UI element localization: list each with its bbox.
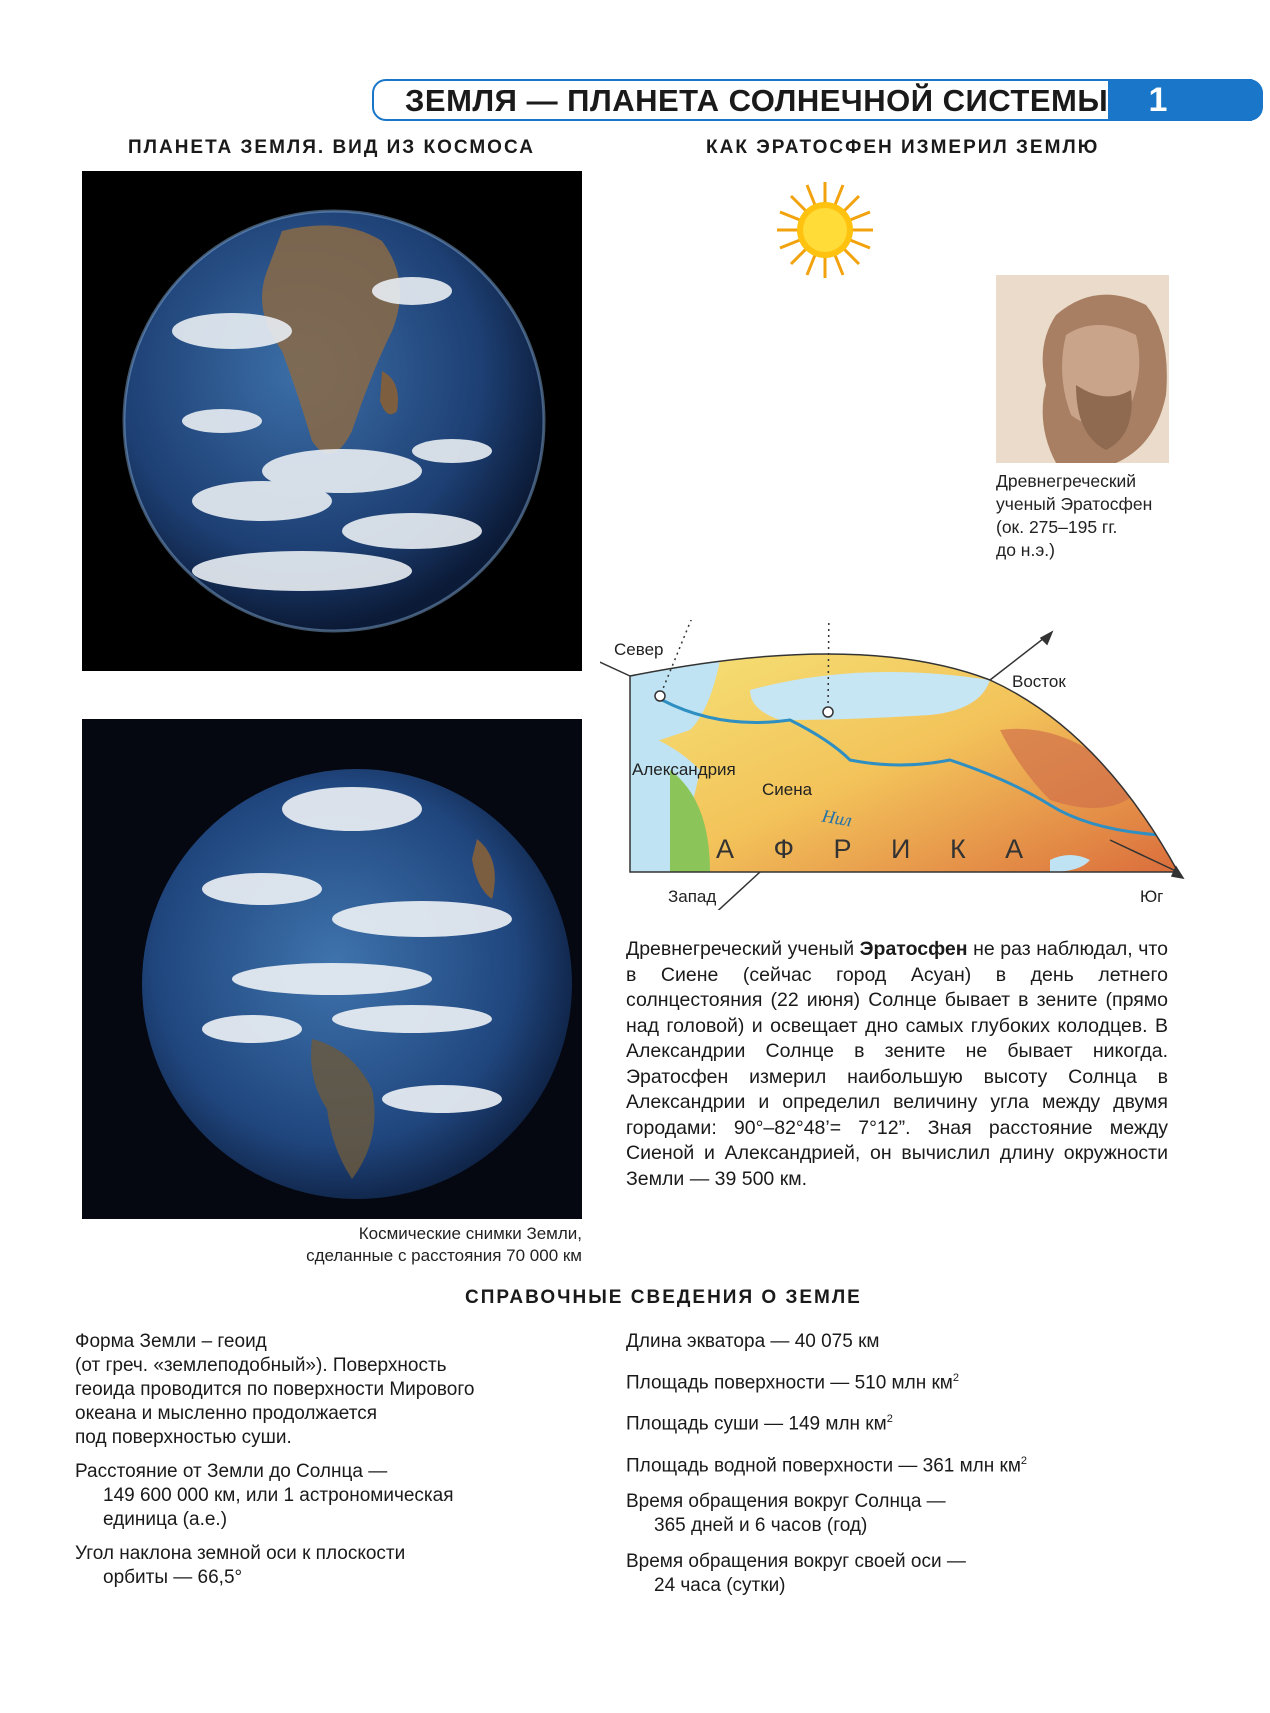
geoid-line3: геоида проводится по поверхности Мирового xyxy=(75,1379,475,1400)
earth-from-space-heading: ПЛАНЕТА ЗЕМЛЯ. ВИД ИЗ КОСМОСА xyxy=(128,137,535,158)
distance-line1: Расстояние от Земли до Солнца — xyxy=(75,1461,388,1482)
surface-area-sup: 2 xyxy=(952,1372,959,1384)
water-area-sup: 2 xyxy=(1020,1454,1028,1467)
earth-photo-africa xyxy=(82,171,582,671)
reference-right-column xyxy=(626,1330,1186,1598)
paragraph-name-bold: Эратосфен xyxy=(859,938,968,960)
land-area-sup: 2 xyxy=(886,1413,893,1426)
portrait-caption-line1: Древнегреческий xyxy=(996,471,1137,491)
page-title: ЗЕМЛЯ — ПЛАНЕТА СОЛНЕЧНОЙ СИСТЕМЫ xyxy=(405,83,1109,118)
map-label-nile: Нил xyxy=(820,805,854,831)
geoid-line4: океана и мысленно продолжается xyxy=(75,1403,377,1424)
geoid-line2: (от греч. «землеподобный»). Поверхность xyxy=(75,1355,447,1376)
portrait-caption-line2: ученый Эратосфен xyxy=(996,494,1153,514)
paragraph-rest: не раз наблюдал, что в Сиене (сейчас город Асуан) в день летнего солнцестояния (22 июня) Солнце бывает в зените (прямо над головой) и освещает дно самых глубоких колодцев. В Александрии Солнце в зените не бывает никогда. Эратосфен измерил наибольшую высоту Солнца в Александрии и определил величину угла между двумя городами: 90°–82°48’= 7°12”. Зная расстояние между Сиеной и Александрией, он вычислил длину окружности Земли — 39 500 км. xyxy=(626,938,1168,1190)
sun-icon xyxy=(775,180,875,280)
surface-area-text: Площадь поверхности — 510 млн км xyxy=(626,1372,953,1394)
land-area xyxy=(626,1407,1186,1436)
map-label-syene: Сиена xyxy=(762,780,813,799)
reference-heading: СПРАВОЧНЫЕ СВЕДЕНИЯ О ЗЕМЛЕ xyxy=(465,1287,862,1308)
paragraph-intro: Древнегреческий ученый xyxy=(626,938,860,960)
eratosthenes-heading: КАК ЭРАТОСФЕН ИЗМЕРИЛ ЗЕМЛЮ xyxy=(706,137,1100,158)
page-number: 1 xyxy=(1148,81,1168,119)
orbit-line1: Время обращения вокруг Солнца — xyxy=(626,1490,946,1512)
rotation-line2: 24 часа (сутки) xyxy=(654,1574,786,1596)
water-area-text: Площадь водной поверхности — 361 млн км xyxy=(626,1454,1021,1476)
equator-length: Длина экватора — 40 075 км xyxy=(626,1331,880,1352)
reference-left-column xyxy=(75,1330,595,1590)
portrait-caption xyxy=(996,470,1152,562)
photos-caption xyxy=(180,1223,582,1267)
eratosthenes-paragraph xyxy=(626,937,1168,1192)
portrait-caption-line3: (ок. 275–195 гг. xyxy=(996,517,1118,537)
map-label-south: Юг xyxy=(1140,887,1164,906)
distance-line2: 149 600 000 км, или 1 астрономическая xyxy=(103,1485,454,1506)
rotation-line1: Время обращения вокруг своей оси — xyxy=(626,1550,966,1572)
photos-caption-line1: Космические снимки Земли, xyxy=(358,1224,582,1243)
map-label-north: Север xyxy=(614,640,664,659)
portrait-caption-line4: до н.э.) xyxy=(996,540,1055,560)
surface-area xyxy=(626,1366,1186,1395)
tilt-line1: Угол наклона земной оси к плоскости xyxy=(75,1543,406,1564)
map-label-west: Запад xyxy=(668,887,717,906)
photos-caption-line2: сделанные с расстояния 70 000 км xyxy=(306,1246,582,1265)
map-label-alexandria: Александрия xyxy=(632,760,736,779)
geoid-line5: под поверхностью суши. xyxy=(75,1427,292,1448)
distance-line3: единица (а.е.) xyxy=(103,1509,228,1530)
land-area-text: Площадь суши — 149 млн км xyxy=(626,1413,887,1435)
geoid-line1: Форма Земли – геоид xyxy=(75,1331,267,1352)
earth-photo-americas xyxy=(82,719,582,1219)
tilt-line2: орбиты — 66,5° xyxy=(103,1567,243,1588)
orbit-line2: 365 дней и 6 часов (год) xyxy=(654,1514,868,1536)
map-label-africa: А Ф Р И К А xyxy=(716,834,1040,864)
map-label-east: Восток xyxy=(1012,672,1066,691)
water-area xyxy=(626,1449,1186,1478)
eratosthenes-portrait xyxy=(996,275,1169,463)
